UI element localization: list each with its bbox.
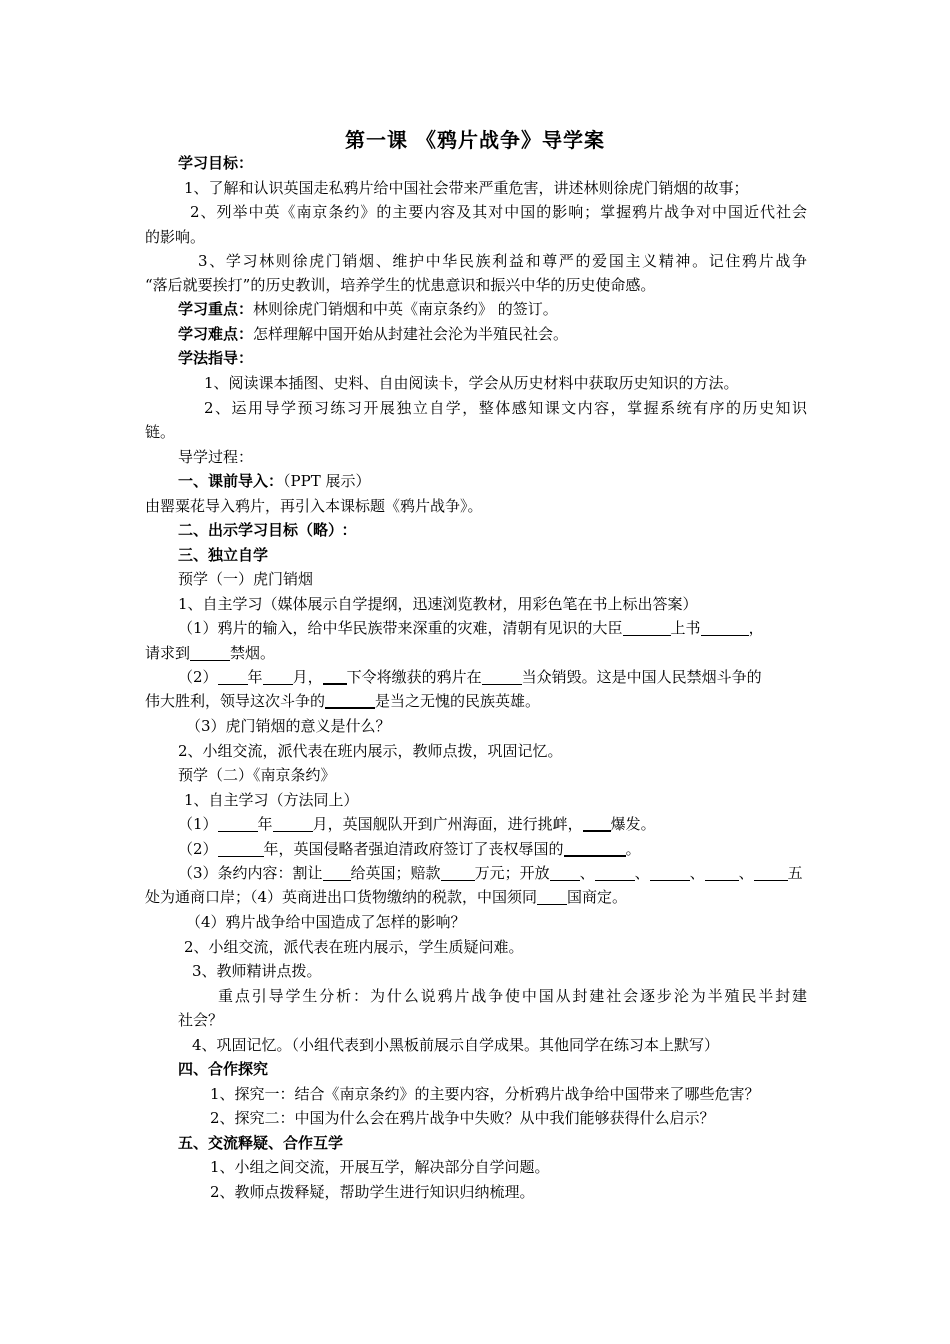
- answer-blank: [218, 670, 248, 685]
- fill-text: （2）: [178, 668, 218, 686]
- objectives-heading: 学习目标：: [178, 154, 254, 172]
- answer-blank: [218, 817, 258, 832]
- fill-text: （1）鸦片的输入，给中华民族带来深重的灾难，清朝有见识的大臣: [178, 619, 623, 637]
- prestudy-2-q4-memory: 4、巩固记忆。（小组代表到小黑板前展示自学成果。其他同学在练习本上默写）: [192, 1036, 720, 1054]
- fill-text: 请求到: [145, 644, 191, 662]
- prestudy-1-fill-1-line-2: [145, 642, 275, 664]
- prestudy-1-title: 预学（一）虎门销烟: [178, 570, 314, 588]
- answer-blank: [583, 816, 611, 832]
- prestudy-1-fill-1-line-1: [178, 617, 764, 639]
- objective-3-line-1: 3、学习林则徐虎门销烟、维护中华民族利益和尊严的爱国主义精神。记住鸦片战争: [198, 252, 807, 270]
- section-1-note: （PPT 展示）: [283, 472, 371, 490]
- answer-blank: [564, 841, 626, 857]
- answer-blank: [325, 693, 375, 709]
- fill-text: 月，英国舰队开到广州海面，进行挑衅，: [312, 815, 583, 833]
- fill-text: ，: [748, 619, 764, 637]
- answer-blank: [550, 866, 580, 881]
- section-4-item-1: 1、探究一：结合《南京条约》的主要内容，分析鸦片战争给中国带来了哪些危害？: [210, 1085, 760, 1103]
- section-4-heading: 四、合作探究: [178, 1060, 269, 1078]
- method-2-line-2: 链。: [145, 423, 176, 441]
- answer-blank: [323, 866, 351, 881]
- difficulty-label: 学习难点：: [178, 325, 254, 343]
- prestudy-1-q2: 2、小组交流，派代表在班内展示，教师点拨，巩固记忆。: [178, 742, 563, 760]
- prestudy-2-q2: 2、小组交流，派代表在班内展示，学生质疑问难。: [184, 938, 524, 956]
- section-4-item-2: 2、探究二：中国为什么会在鸦片战争中失败？从中我们能够获得什么启示？: [210, 1109, 715, 1127]
- prestudy-2-q1: 1、自主学习（方法同上）: [184, 791, 359, 809]
- answer-blank: [623, 621, 671, 636]
- fill-text: 年，英国侵略者强迫清政府签订了丧权辱国的: [263, 840, 564, 858]
- fill-text: （3）条约内容：割让: [178, 864, 323, 882]
- answer-blank: [650, 866, 690, 881]
- section-1-title: 一、课前导入：: [178, 472, 284, 490]
- method-1: 1、阅读课本插图、史料、自由阅读卡，学会从历史材料中获取历史知识的方法。: [204, 374, 739, 392]
- difficulty-text: 怎样理解中国开始从封建社会沦为半殖民社会。: [253, 325, 569, 343]
- prestudy-2-title: 预学（二）《南京条约》: [178, 766, 336, 784]
- section-5-item-2: 2、教师点拨释疑，帮助学生进行知识归纳梳理。: [210, 1183, 535, 1201]
- objective-1: 1、了解和认识英国走私鸦片给中国社会带来严重危害，讲述林则徐虎门销烟的故事；: [184, 179, 749, 197]
- fill-text: 。: [625, 840, 641, 858]
- answer-blank: [218, 842, 264, 857]
- answer-blank: [705, 866, 739, 881]
- fill-text: 伟大胜利，领导这次斗争的: [145, 692, 326, 710]
- fill-text: （2）: [178, 840, 218, 858]
- answer-blank: [263, 670, 293, 685]
- objective-2-line-1: 2、列举中英《南京条约》的主要内容及其对中国的影响；掌握鸦片战争对中国近代社会: [190, 203, 807, 221]
- fill-text: 上书: [670, 619, 701, 637]
- difficulty: [178, 323, 568, 345]
- answer-blank: [190, 646, 230, 661]
- fill-text: 五: [787, 864, 803, 882]
- section-5-item-1: 1、小组之间交流，开展互学，解决部分自学问题。: [210, 1158, 550, 1176]
- fill-text: 、: [738, 864, 754, 882]
- fill-text: 万元；开放: [474, 864, 550, 882]
- answer-blank: [701, 621, 749, 636]
- fill-text: 、: [689, 864, 705, 882]
- prestudy-1-q3: （3）虎门销烟的意义是什么？: [186, 717, 391, 735]
- page-title: 第一课 《鸦片战争》导学案: [345, 128, 605, 152]
- fill-text: 是当之无愧的民族英雄。: [375, 692, 541, 710]
- key-point-label: 学习重点：: [178, 300, 254, 318]
- section-1-heading: [178, 470, 370, 492]
- key-point-text: 林则徐虎门销烟和中英《南京条约》 的签订。: [253, 300, 558, 318]
- guide-line-2: 社会？: [178, 1011, 224, 1029]
- fill-text: 年: [257, 815, 273, 833]
- prestudy-1-q1: 1、自主学习（媒体展示自学提纲，迅速浏览教材，用彩色笔在书上标出答案）: [178, 595, 698, 613]
- answer-blank: [441, 866, 475, 881]
- fill-text: 下令将缴获的鸦片在: [346, 668, 482, 686]
- prestudy-2-q3: 3、教师精讲点拨。: [192, 962, 322, 980]
- fill-text: 、: [579, 864, 595, 882]
- guide-line-1: 重点引导学生分析：为什么说鸦片战争使中国从封建社会逐步沦为半殖民半封建: [218, 987, 807, 1005]
- section-2-heading: [178, 519, 357, 541]
- answer-blank: [537, 890, 567, 905]
- objective-2-line-2: 的影响。: [145, 228, 206, 246]
- prestudy-1-fill-2-line-2: [145, 690, 540, 712]
- fill-text: 当众销毁。这是中国人民禁烟斗争的: [521, 668, 762, 686]
- answer-blank: [754, 866, 788, 881]
- answer-blank: [595, 866, 635, 881]
- section-5-heading: 五、交流释疑、合作互学: [178, 1134, 344, 1152]
- fill-text: 年: [247, 668, 263, 686]
- answer-blank: [482, 670, 522, 685]
- objective-3-line-2: “落后就要挨打”的历史教训，培养学生的忧患意识和振兴中华的历史使命感。: [145, 276, 656, 294]
- key-point: [178, 298, 558, 320]
- fill-text: （1）: [178, 815, 218, 833]
- prestudy-2-fill-3-line-1: [178, 862, 803, 884]
- fill-text: 月，: [292, 668, 323, 686]
- section-2-title: 二、出示学习目标（略）: [178, 521, 336, 539]
- section-3-heading: 三、独立自学: [178, 546, 269, 564]
- prestudy-2-q4: （4）鸦片战争给中国造成了怎样的影响？: [186, 913, 466, 931]
- section-2-colon: ：: [341, 521, 357, 539]
- fill-text: 爆发。: [610, 815, 656, 833]
- prestudy-2-fill-3-line-2: [145, 886, 627, 908]
- fill-text: 、: [634, 864, 650, 882]
- process-heading: 导学过程：: [178, 448, 254, 466]
- answer-blank: [323, 669, 347, 685]
- fill-text: 禁烟。: [230, 644, 276, 662]
- fill-text: 国商定。: [567, 888, 628, 906]
- method-heading: 学法指导：: [178, 349, 254, 367]
- section-1-text: 由罂粟花导入鸦片，再引入本课标题《鸦片战争》。: [145, 497, 483, 515]
- answer-blank: [273, 817, 313, 832]
- fill-text: 处为通商口岸；（4）英商进出口货物缴纳的税款，中国须同: [145, 888, 538, 906]
- prestudy-2-fill-2: [178, 838, 641, 860]
- prestudy-1-fill-2-line-1: [178, 666, 762, 688]
- prestudy-2-fill-1: [178, 813, 656, 835]
- fill-text: 给英国；赔款: [350, 864, 441, 882]
- method-2-line-1: 2、运用导学预习练习开展独立自学，整体感知课文内容，掌握系统有序的历史知识: [204, 399, 807, 417]
